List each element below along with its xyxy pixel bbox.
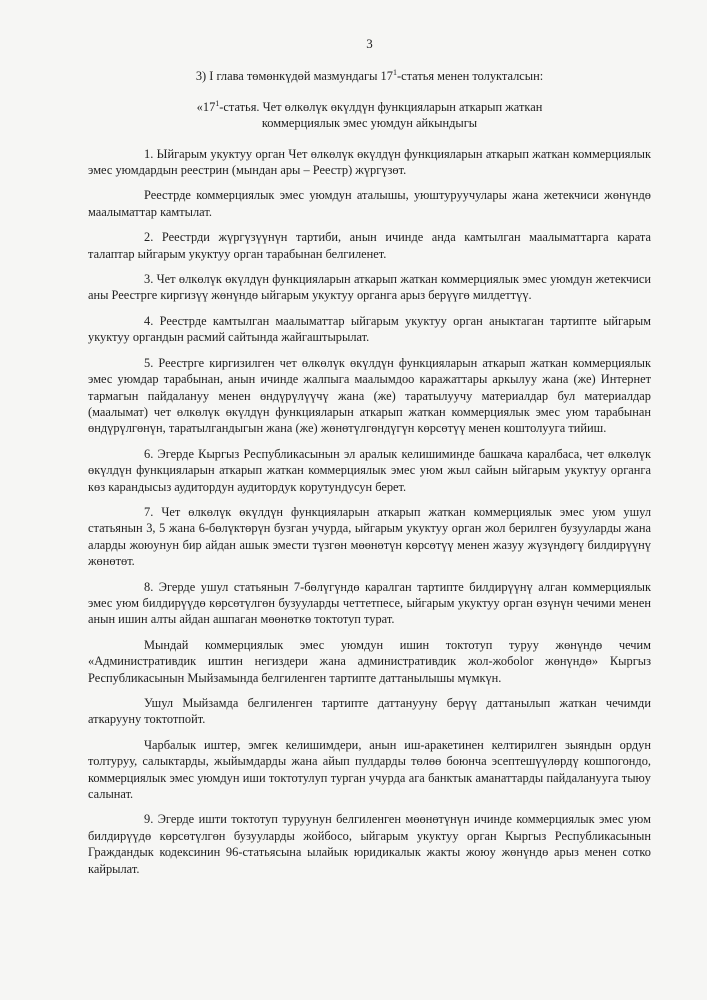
page-number: 3 (366, 36, 373, 51)
paragraph-8-appeal: Мындай коммерциялык эмес уюмдун ишин токтотуп туруу жөнүндө чечим «Административдик иштин негиздери жана административдик жол-жобolor жөнүндө» Кыргыз Республикасынын Мыйзамында белгиленген тартипте даттанылышы мүмкүн. (88, 637, 651, 685)
article-title-prefix: «17 (196, 99, 216, 114)
article-title (88, 99, 651, 132)
intro-text: 3) I глава төмөнкүдөй мазмундагы 17 (195, 69, 393, 84)
paragraph-2: 2. Реестрди жүргүзүүнүн тартиби, анын ичинде анда камтылган маалыматтарга карата талаптар ыйгарым укуктуу орган тарабынан белгиленет. (88, 230, 651, 261)
intro-text-end: -статья менен толукталсын: (396, 69, 544, 84)
paragraph-6: 6. Эгерде Кыргыз Республикасынын эл аралык келишиминде башкача каралбаса, чет өлкөлүк өкүлдүн функцияларын аткарып жаткан коммерциялык эмес уюм жыл сайын ыйгарым укуктуу органга көз карандысыз аудитордун аудитордук корутундусун берет. (88, 446, 651, 494)
paragraph-8: 8. Эгерде ушул статьянын 7-бөлүгүндө каралган тартипте билдирүүнү алган коммерциялык эмес уюм билдирүүдө көрсөтүлгөн бузууларды четтетпесе, ыйгарым укуктуу орган өзүнүн чечими менен анын ишин алты айдан ашпаган мөөнөткө токтотуп турат. (88, 579, 651, 627)
paragraph-1-cont: Реестрде коммерциялык эмес уюмдун аталышы, уюштуруучулары жана жетекчиси жөнүндө маалыматтар камтылат. (88, 188, 651, 219)
paragraph-5: 5. Реестрге киргизилген чет өлкөлүк өкүлдүн функцияларын аткарып жаткан коммерциялык эмес уюмдар тарабынан, анын ичинде жалпыга маалымдоо каражаттары аркылуу жана (же) Интернет тармагын пайдалануу менен өндүрүлүүчү жана (же) таратылуучу материалдар бул материалдар (маалымат) чет өлкөлүк өкүлдүн функцияларын аткарып жаткан коммерциялык эмес уюм тарабынан өндүрүлгөнүн, таратылгандыгын жана (же) жөнөтүлгөндүгүн көрсөтүү менен коштолууга тийиш. (88, 355, 651, 436)
paragraph-1: 1. Ыйгарым укуктуу орган Чет өлкөлүк өкүлдүн функцияларын аткарып жаткан коммерциялык эмес уюмдардын реестрин (мындан ары – Реестр) жүргүзөт. (88, 146, 651, 178)
article-title-line2: коммерциялык эмес уюмдун айкындыгы (261, 116, 478, 131)
paragraph-3: 3. Чет өлкөлүк өкүлдүн функцияларын аткарып жаткан коммерциялык эмес уюмдун жетекчиси аны Реестрге киргизүү жөнүндө ыйгарым укуктуу органга арыз берүүгө милдеттүү. (88, 272, 651, 303)
paragraph-4: 4. Реестрде камтылган маалыматтар ыйгарым укуктуу орган аныктаган тартипте ыйгарым укуктуу органдын расмий сайтында жайгаштырылат. (88, 313, 651, 345)
paragraph-8-appeal-effect: Ушул Мыйзамда белгиленген тартипте даттанууну берүү даттанылып жаткан чечимди аткарууну токтотпойт. (88, 696, 651, 727)
paragraph-8-restrictions: Чарбалык иштер, эмгек келишимдери, анын иш-аракетинен келтирилген зыяндын ордун толтуруу, салыктарды, жыйымдарды жана айып пулдарды төлөө боюнча эсептешүүлөрдү кошпогондо, коммерциялык эмес уюмдун иши токтотулуп турган учурда ага банктык аманаттарды пайдаланууга тыюу салынат. (88, 737, 651, 802)
article-title-line1 (88, 99, 651, 115)
article-title-text: -статья. Чет өлкөлүк өкүлдүн функцияларын аткарып жаткан (219, 99, 543, 114)
article-title-superscript: 1 (215, 98, 220, 108)
paragraph-7: 7. Чет өлкөлүк өкүлдүн функцияларын аткарып жаткан коммерциялык эмес уюм ушул статьянын 3, 5 жана 6-бөлүктөрүн бузган учурда, ыйгарым укуктуу орган жол берилген бузууларды жана аларды жоюунун бир айдан ашык эмести түзгөн мөөнөтүн көрсөтүү менен жазуу жүзүндөгү билдирүүнү жөнөтөт. (88, 504, 651, 569)
intro-superscript: 1 (392, 68, 397, 78)
paragraph-9: 9. Эгерде ишти токтотуп туруунун белгиленген мөөнөтүнүн ичинде коммерциялык эмес уюм билдирүүдө көрсөтүлгөн бузууларды жойбосо, ыйгарым укуктуу орган Кыргыз Республикасынын Граждандык кодексинин 96-статьясына ылайык юридикалык жакты жоюу жөнүндө арыз менен сотко кайрылат. (88, 812, 651, 876)
amendment-intro (88, 68, 651, 84)
